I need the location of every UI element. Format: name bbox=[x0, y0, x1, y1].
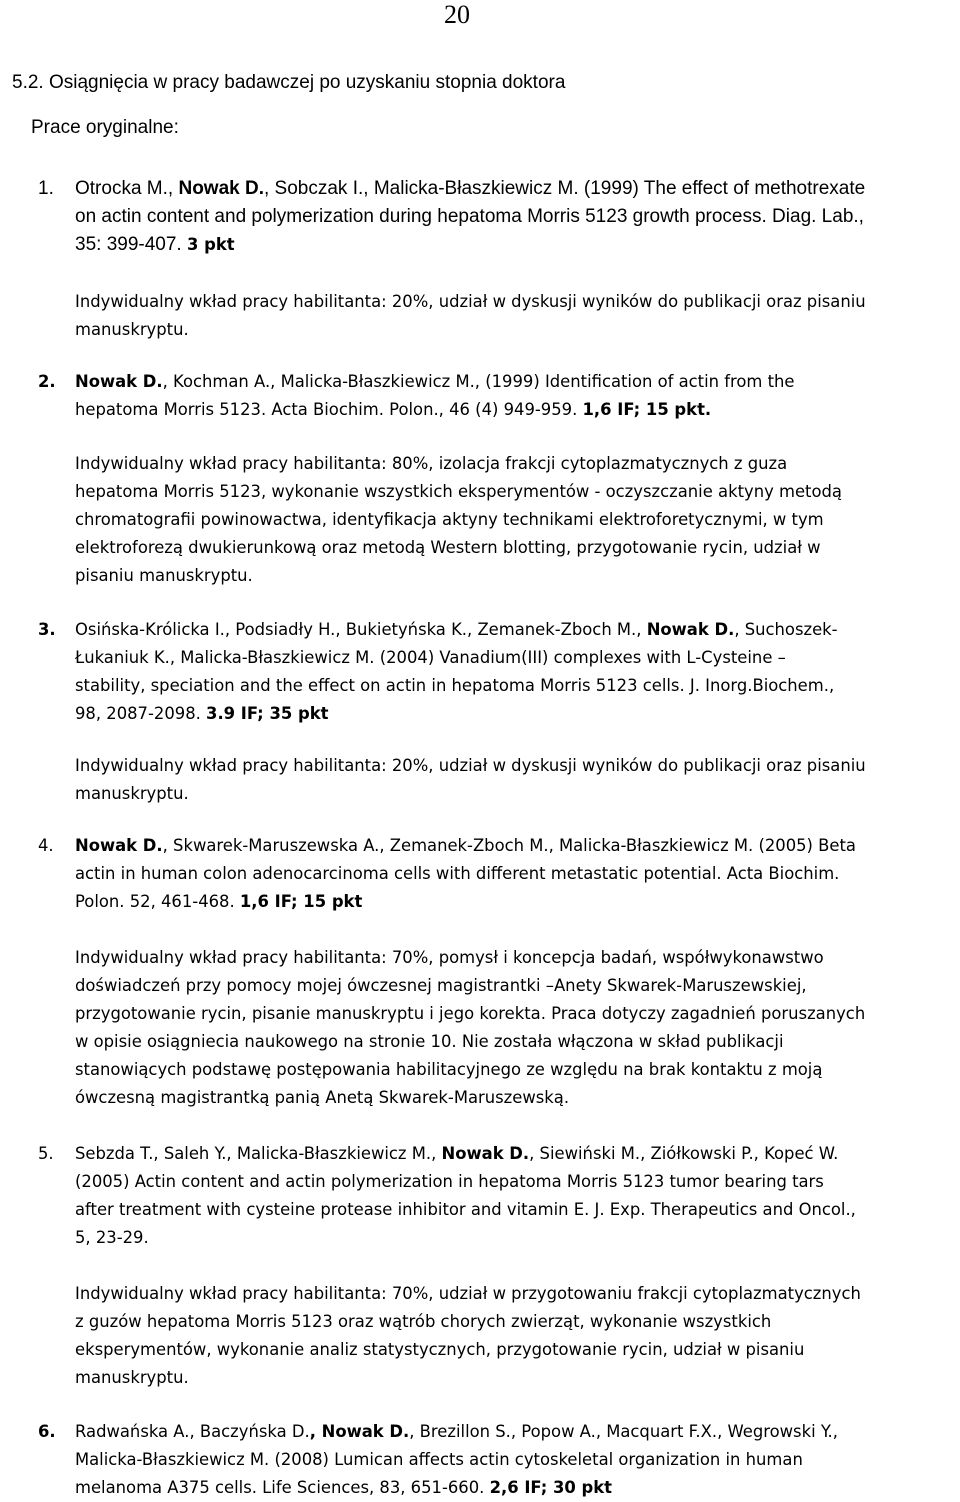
citation-line bbox=[75, 888, 362, 916]
citation-line bbox=[75, 368, 958, 396]
contribution-line: Indywidualny wkład pracy habilitanta: 80%, izolacja frakcji cytoplazmatycznych z guza bbox=[75, 454, 788, 473]
author-highlight: Nowak D. bbox=[178, 178, 264, 199]
citation-text: 98, 2087-2098. bbox=[75, 704, 207, 723]
score-text: 1,6 IF; 15 pkt. bbox=[582, 400, 712, 419]
author-text: , Brezillon S., Popow A., Macquart F.X., Wegrowski Y., bbox=[409, 1422, 838, 1441]
citation-line bbox=[75, 1418, 838, 1446]
citation-line bbox=[75, 616, 838, 644]
contribution-line: doświadczeń przy pomocy mojej ówczesnej magistrantki –Anety Skwarek-Maruszewskiej, bbox=[75, 976, 807, 995]
page-number: 20 bbox=[444, 0, 470, 29]
contribution-line: manuskryptu. bbox=[75, 784, 189, 803]
citation-line bbox=[75, 832, 856, 860]
contribution-line: przygotowanie rycin, pisanie manuskryptu i jego korekta. Praca dotyczy zagadnień poruszanych bbox=[75, 1004, 866, 1023]
author-text: , Siewiński M., Ziółkowski P., Kopeć W. bbox=[529, 1144, 839, 1163]
contribution-line: elektroforezą dwukierunkową oraz metodą Western blotting, przygotowanie rycin, udział w bbox=[75, 538, 821, 557]
subsection-title: Prace oryginalne: bbox=[31, 117, 179, 138]
contribution-line: manuskryptu. bbox=[75, 1368, 189, 1387]
section-title: 5.2. Osiągnięcia w pracy badawczej po uzyskaniu stopnia doktora bbox=[12, 72, 566, 93]
author-highlight: Nowak D. bbox=[75, 372, 163, 391]
citation-line bbox=[75, 175, 865, 203]
contribution-line: z guzów hepatoma Morris 5123 oraz wątrób chorych zwierząt, wykonanie wszystkich bbox=[75, 1312, 772, 1331]
citation-text: , Skwarek-Maruszewska A., Zemanek-Zboch M., Malicka-Błaszkiewicz M. (2005) Beta bbox=[162, 836, 856, 855]
contribution-line: stanowiących podstawę postępowania habilitacyjnego ze względu na brak kontaktu z moją bbox=[75, 1060, 823, 1079]
author-text: Sebzda T., Saleh Y., Malicka-Błaszkiewicz M., bbox=[75, 1144, 442, 1163]
author-highlight: , Nowak D. bbox=[309, 1422, 410, 1441]
citation-text: melanoma A375 cells. Life Sciences, 83, 651-660. bbox=[75, 1478, 490, 1497]
author-highlight: Nowak D. bbox=[75, 836, 163, 855]
author-text: Radwańska A., Baczyńska D. bbox=[75, 1422, 310, 1441]
item-number: 1. bbox=[38, 178, 54, 199]
citation-text: 35: 399-407. bbox=[75, 234, 187, 255]
citation-line: Malicka-Błaszkiewicz M. (2008) Lumican affects actin cytoskeletal organization in human bbox=[75, 1450, 803, 1469]
author-highlight: Nowak D. bbox=[646, 620, 735, 639]
contribution-line: pisaniu manuskryptu. bbox=[75, 566, 253, 585]
contribution-line: eksperymentów, wykonanie analiz statystycznych, przygotowanie rycin, udział w pisaniu bbox=[75, 1340, 805, 1359]
score-text: 2,6 IF; 30 pkt bbox=[489, 1478, 612, 1497]
citation-line: 5, 23-29. bbox=[75, 1228, 149, 1247]
citation-text: , Kochman A., Malicka-Błaszkiewicz M., (1999) Identification of actin from the bbox=[162, 372, 795, 391]
citation-line bbox=[75, 396, 711, 424]
item-number: 5. bbox=[38, 1144, 54, 1163]
citation-line bbox=[75, 1140, 838, 1168]
contribution-line: hepatoma Morris 5123, wykonanie wszystkich eksperymentów - oczyszczanie aktyny metodą bbox=[75, 482, 842, 501]
author-text: Otrocka M., bbox=[75, 178, 179, 199]
citation-line bbox=[75, 700, 328, 728]
contribution-line: chromatografii powinowactwa, identyfikacja aktyny technikami elektroforetycznymi, w tym bbox=[75, 510, 824, 529]
item-number: 6. bbox=[38, 1422, 56, 1441]
citation-line: Łukaniuk K., Malicka-Błaszkiewicz M. (2004) Vanadium(III) complexes with L-Cysteine – bbox=[75, 648, 786, 667]
item-number: 4. bbox=[38, 836, 54, 855]
score-text: 3 pkt bbox=[186, 235, 235, 254]
citation-text: hepatoma Morris 5123. Acta Biochim. Polon., 46 (4) 949-959. bbox=[75, 400, 583, 419]
contribution-line: Indywidualny wkład pracy habilitanta: 20%, udział w dyskusji wyników do publikacji oraz pisaniu bbox=[75, 756, 866, 775]
citation-line: actin in human colon adenocarcinoma cells with different metastatic potential. Acta Biochim. bbox=[75, 864, 840, 883]
contribution-line: Indywidualny wkład pracy habilitanta: 20%, udział w dyskusji wyników do publikacji oraz pisaniu bbox=[75, 292, 866, 311]
citation-line bbox=[75, 231, 235, 259]
contribution-line: ówczesną magistrantką panią Anetą Skwarek-Maruszewską. bbox=[75, 1088, 570, 1107]
contribution-line: manuskryptu. bbox=[75, 320, 189, 339]
citation-text: Polon. 52, 461-468. bbox=[75, 892, 240, 911]
item-number: 3. bbox=[38, 620, 56, 639]
citation-line: on actin content and polymerization during hepatoma Morris 5123 growth process. Diag. Lab., bbox=[75, 206, 864, 227]
citation-line bbox=[75, 1474, 612, 1502]
score-text: 3.9 IF; 35 pkt bbox=[206, 704, 329, 723]
item-number: 2. bbox=[38, 372, 56, 391]
contribution-line: Indywidualny wkład pracy habilitanta: 70%, udział w przygotowaniu frakcji cytoplazmatycznych bbox=[75, 1284, 861, 1303]
author-highlight: Nowak D. bbox=[441, 1144, 530, 1163]
citation-line: after treatment with cysteine protease inhibitor and vitamin E. J. Exp. Therapeutics and Oncol., bbox=[75, 1200, 856, 1219]
score-text: 1,6 IF; 15 pkt bbox=[239, 892, 363, 911]
citation-line: (2005) Actin content and actin polymerization in hepatoma Morris 5123 tumor bearing tars bbox=[75, 1172, 824, 1191]
author-text: , Suchoszek- bbox=[734, 620, 838, 639]
author-text: Osińska-Królicka I., Podsiadły H., Bukietyńska K., Zemanek-Zboch M., bbox=[75, 620, 647, 639]
contribution-line: Indywidualny wkład pracy habilitanta: 70%, pomysł i koncepcja badań, współwykonawstwo bbox=[75, 948, 824, 967]
citation-text: , Sobczak I., Malicka-Błaszkiewicz M. (1999) The effect of methotrexate bbox=[264, 178, 866, 199]
contribution-line: w opisie osiągniecia naukowego na stronie 10. Nie została włączona w skład publikacji bbox=[75, 1032, 784, 1051]
citation-line: stability, speciation and the effect on actin in hepatoma Morris 5123 cells. J. Inorg.Biochem., bbox=[75, 676, 835, 695]
